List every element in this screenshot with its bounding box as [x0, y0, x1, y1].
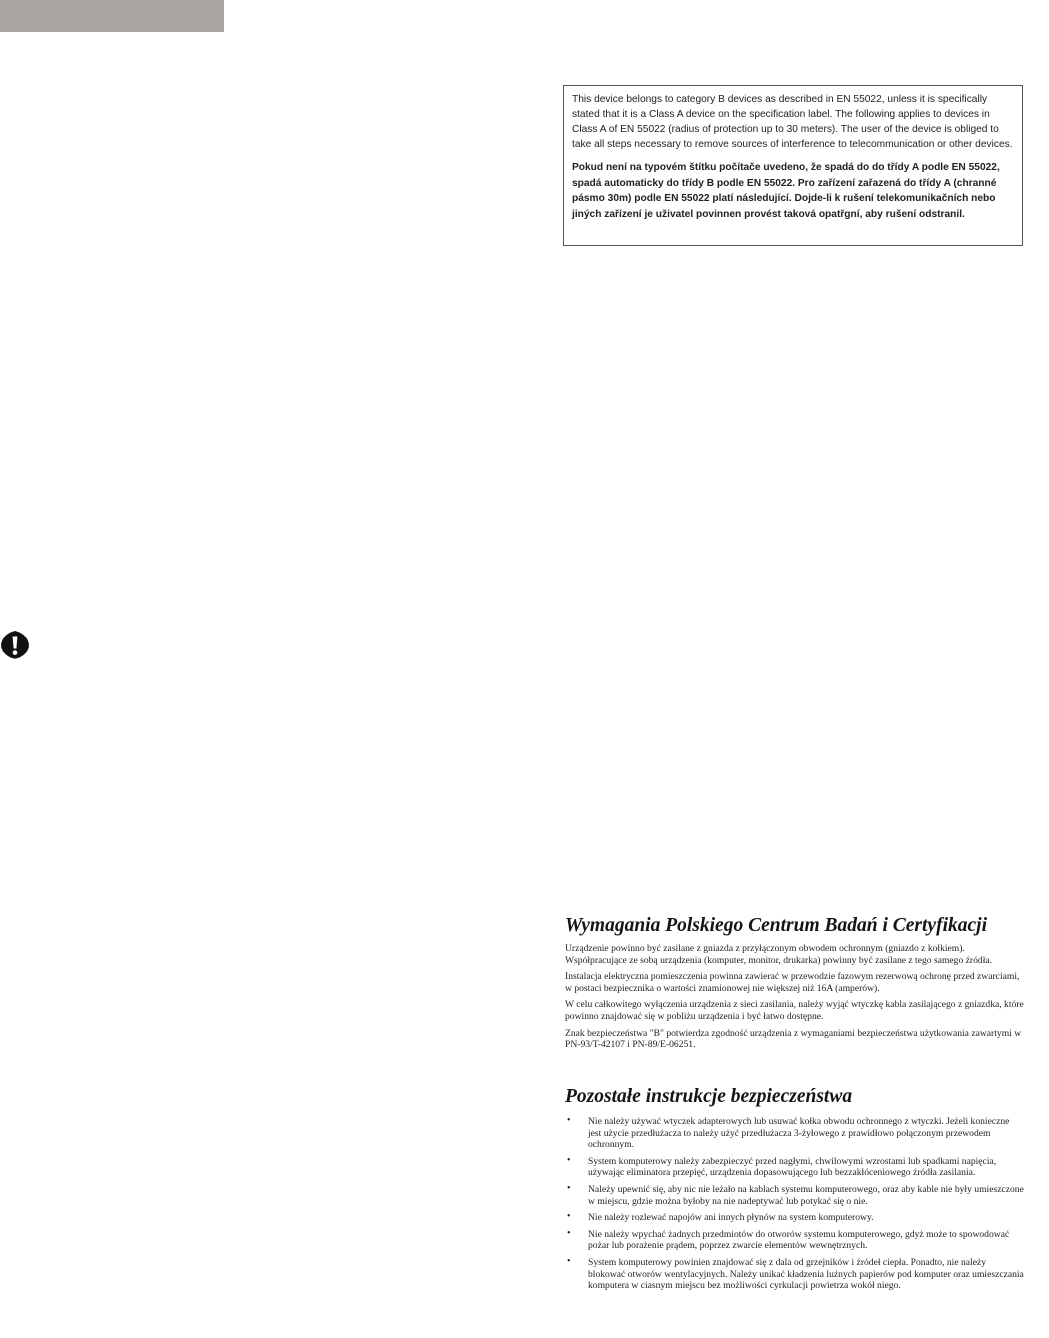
list-item: [565, 1184, 1025, 1207]
list-item-text: Nie należy rozlewać napojów ani innych płynów na system komputerowy.: [588, 1212, 874, 1224]
list-item: [565, 1257, 1025, 1292]
list-item: [565, 1212, 1025, 1224]
bullet-icon: •: [567, 1255, 571, 1267]
safety-instructions-section: [565, 1085, 1025, 1297]
pcbc-requirements-title: Wymagania Polskiego Centrum Badań i Certyfikacji: [565, 915, 987, 936]
list-item-text: System komputerowy należy zabezpieczyć przed nagłymi, chwilowymi wzrostami lub spadkami napięcia, używając eliminatora przepięć, urządzenia dopasowującego lub bezzakłóceniowego źródła zasilania.: [588, 1155, 997, 1179]
emc-notice-english: This device belongs to category B devices as described in EN 55022, unless it is specifically stated that it is a Class A device on the specification label. The following applies to devices in Class A of EN 55022 (radius of protection up to 30 meters). The user of the device is obliged to take all steps necessary to remove sources of interference to telecommunication or other devices.: [572, 94, 1013, 150]
bullet-icon: •: [567, 1115, 571, 1126]
bullet-icon: •: [567, 1227, 571, 1239]
list-item-text: Należy upewnić się, aby nic nie leżało na kablach systemu komputerowego, oraz aby kable nie były umieszczone w miejscu, gdzie można byłoby na nie nadeptywać lub potykać się o nie.: [588, 1183, 1024, 1207]
bullet-icon: •: [567, 1211, 571, 1223]
list-item-text: System komputerowy powinien znajdować się z dala od grzejników i źródeł ciepła. Ponadto, nie należy blokować otworów wentylacyjnych. Należy unikać kładzenia luźnych papierów pod komputer oraz umieszczania komputera w ciasnym miejscu bez możliwości cyrkulacji powietrza wokół niego.: [588, 1256, 1024, 1292]
list-item-text: Nie należy używać wtyczek adapterowych lub usuwać kołka obwodu ochronnego z wtyczki. Jeżeli konieczne jest użycie przedłużacza to należy użyć przedłużacza 3-żyłowego z prawidłowo połączonym przewodem ochronnym.: [588, 1116, 1010, 1151]
safety-bullet-list: [565, 1116, 1025, 1292]
pcbc-paragraph: Instalacja elektryczna pomieszczenia powinna zawierać w przewodzie fazowym rezerwową ochronę przed zwarciami, w postaci bezpiecznika o wartości znamionowej nie większej niż 16A (amperów).: [565, 971, 1020, 994]
bullet-icon: •: [567, 1182, 571, 1194]
header-bar: [0, 0, 224, 32]
list-item: [565, 1116, 1025, 1151]
exclamation-warning-icon: [0, 630, 30, 660]
pcbc-requirements-section: [565, 914, 1025, 1056]
pcbc-paragraph: Urządzenie powinno być zasilane z gniazda z przyłączonym obwodem ochronnym (gniazdo z kołkiem). Współpracujące ze sobą urządzenia (komputer, monitor, drukarka) powinny być zasilane z tego samego źródła.: [565, 943, 993, 966]
emc-notice-czech: Pokud není na typovém štítku počítače uvedeno, že spadá do do třídy A podle EN 55022, spadá automaticky do třídy B podle EN 55022. Pro zařízení zařazená do třídy A (chranné pásmo 30m) podle EN 55022 platí následující. Dojde-li k rušení telekomunikačních nebo jiných zařízení je uživatel povinnen provést taková opatřgní, aby rušení odstranil.: [572, 162, 1000, 220]
list-item-text: Nie należy wpychać żadnych przedmiotów do otworów systemu komputerowego, gdyż może to spowodować pożar lub porażenie prądem, poprzez zwarcie elementów wewnętrznych.: [588, 1228, 1010, 1252]
list-item: [565, 1229, 1025, 1252]
list-item: [565, 1156, 1025, 1179]
pcbc-paragraph: Znak bezpieczeństwa "B" potwierdza zgodność urządzenia z wymaganiami bezpieczeństwa użytkowania zawartymi w PN-93/T-42107 i PN-89/E-06251.: [565, 1027, 1022, 1051]
bullet-icon: •: [567, 1154, 571, 1166]
emc-notice-box: [563, 85, 1023, 246]
safety-instructions-title: Pozostałe instrukcje bezpieczeństwa: [565, 1086, 853, 1107]
pcbc-paragraph: W celu całkowitego wyłączenia urządzenia z sieci zasilania, należy wyjąć wtyczkę kabla zasilającego z gniazdka, które powinno znajdować się w pobliżu urządzenia i być łatwo dostępne.: [565, 999, 1024, 1022]
